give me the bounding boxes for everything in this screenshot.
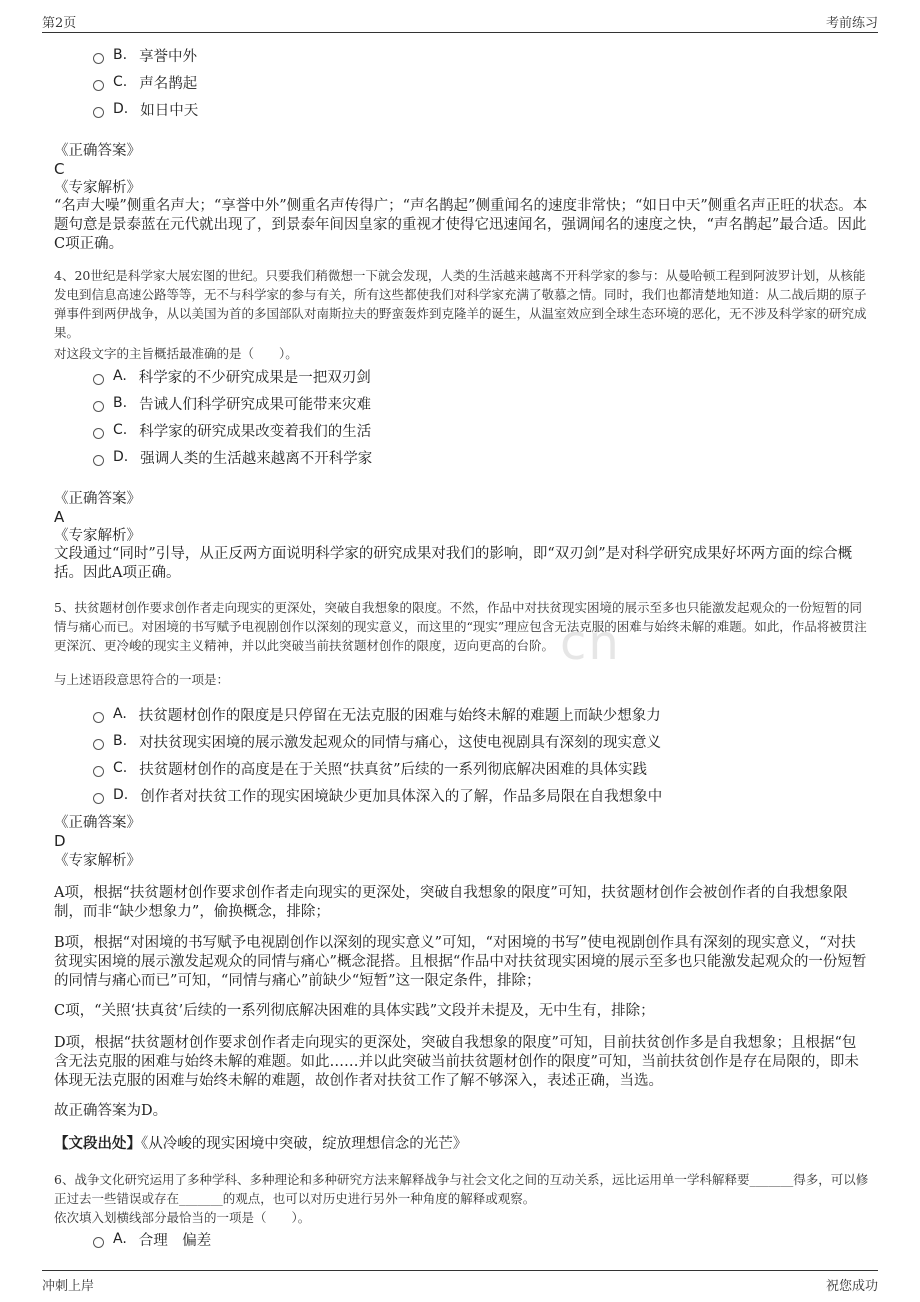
option-text: 如日中天 — [140, 102, 199, 119]
q4-answer-label: 《正确答案》 — [54, 491, 141, 507]
q4-answer: A — [54, 508, 65, 526]
page-header — [42, 10, 878, 33]
q3-option-d[interactable] — [93, 98, 198, 120]
q5-analysis-c: C项，“关照‘扶真贫’后续的一系列彻底解决困难的具体实践”文段并未提及，无中生有，排除； — [54, 1003, 655, 1019]
q5-source — [54, 1134, 467, 1154]
option-text: 扶贫题材创作的限度是只停留在无法克服的困难与始终未解的难题上而缺少想象力 — [138, 707, 661, 724]
radio-icon[interactable] — [93, 80, 104, 91]
radio-icon[interactable] — [93, 374, 104, 385]
q5-analysis-b: B项，根据“对困境的书写赋予电视剧创作以深刻的现实意义”可知，“对困境的书写”使电视剧创作具有深刻的现实意义，“对扶贫现实困境的展示激发起观众的同情与痛心”概念混搭。且根据“作品中对扶贫现实困境的展示至多也只能激发起观众的一份短暂的同情与痛心而已”可知，“同情与痛心”前缺少“短暂”这一限定条件，排除； — [54, 935, 867, 989]
option-text: 科学家的不少研究成果是一把双刃剑 — [138, 369, 371, 386]
q4-stem: 4、20世纪是科学家大展宏图的世纪。只要我们稍微想一下就会发现，人类的生活越来越离不开科学家的参与：从曼哈顿工程到阿波罗计划，从核能发电到信息高速公路等等，无不与科学家的参与有关，所有这些都使我们对科学家充满了敬慕之情。同时，我们也都清楚地知道：从二战后期的原子弹事件到两伊战争，从以美国为首的多国部队对南斯拉夫的野蛮轰炸到克隆羊的诞生，从温室效应到全球生态环境的恶化，无不涉及科学家的研究成果。 — [54, 268, 867, 340]
option-text: 合理 偏差 — [138, 1232, 212, 1249]
footer-right: 祝您成功 — [825, 1279, 878, 1294]
q6-stem: 6、战争文化研究运用了多种学科、多种理论和多种研究方法来解释战争与社会文化之间的互动关系，远比运用单一学科解释要_______得多，可以修正过去一些错误或存在_______的观点，也可以对历史进行另外一种角度的解释或观察。 — [54, 1172, 869, 1206]
q5-answer: D — [54, 832, 66, 850]
option-letter: D. — [113, 449, 129, 465]
q5-option-c[interactable] — [93, 757, 647, 779]
option-text: 强调人类的生活越来越离不开科学家 — [140, 450, 373, 467]
page-footer — [42, 1270, 878, 1295]
q3-answer-label: 《正确答案》 — [54, 143, 141, 159]
option-text: 告诫人们科学研究成果可能带来灾难 — [139, 396, 372, 413]
footer-left: 冲刺上岸 — [42, 1279, 95, 1294]
option-letter: C. — [113, 422, 128, 438]
q5-analysis-a: A项，根据“扶贫题材创作要求创作者走向现实的更深处，突破自我想象的限度”可知，扶贫题材创作会被创作者的自我想象限制，而非“缺少想象力”，偷换概念，排除； — [54, 885, 848, 920]
q5-conclusion: 故正确答案为D。 — [54, 1103, 168, 1119]
q4-option-a[interactable] — [93, 365, 371, 387]
header-title: 考前练习 — [825, 16, 878, 31]
q3-analysis-label: 《专家解析》 — [54, 180, 141, 196]
q3-answer: C — [54, 160, 65, 178]
q5-analysis-label: 《专家解析》 — [54, 853, 141, 869]
q4-analysis: 文段通过“同时”引导，从正反两方面说明科学家的研究成果对我们的影响，即“双刃剑”是对科学研究成果好坏两方面的综合概括。因此A项正确。 — [54, 546, 853, 581]
radio-icon[interactable] — [93, 401, 104, 412]
option-text: 对扶贫现实困境的展示激发起观众的同情与痛心，这使电视剧具有深刻的现实意义 — [139, 734, 662, 751]
source-label: 【文段出处】 — [54, 1135, 141, 1152]
option-text: 创作者对扶贫工作的现实困境缺少更加具体深入的了解，作品多局限在自我想象中 — [140, 788, 663, 805]
option-letter: D. — [113, 101, 129, 117]
q5-option-d[interactable] — [93, 784, 662, 806]
radio-icon[interactable] — [93, 455, 104, 466]
q4-option-c[interactable] — [93, 419, 371, 441]
q4-option-d[interactable] — [93, 446, 372, 468]
radio-icon[interactable] — [93, 428, 104, 439]
q3-option-c[interactable] — [93, 71, 197, 93]
q3-option-b[interactable] — [93, 44, 197, 66]
page-number: 第2页 — [42, 16, 77, 31]
q5-stem: 5、扶贫题材创作要求创作者走向现实的更深处，突破自我想象的限度。不然，作品中对扶贫现实困境的展示至多也只能激发起观众的一份短暂的同情与痛心而已。对困境的书写赋予电视剧创作以深刻的现实意义，而这里的“现实”理应包含无法克服的困难与始终未解的难题。如此，作品将被贯注更深沉、更冷峻的现实主义精神，并以此突破当前扶贫题材创作的限度，迈向更高的台阶。 — [54, 600, 867, 653]
radio-icon[interactable] — [93, 107, 104, 118]
q5-analysis-d: D项，根据“扶贫题材创作要求创作者走向现实的更深处，突破自我想象的限度”可知，目前扶贫创作多是自我想象；且根据“包含无法克服的困难与始终未解的难题。如此……并以此突破当前扶贫题材创作的限度”可知，当前扶贫创作是存在局限的，即未体现无法克服的困难与始终未解的难题，故创作者对扶贫工作了解不够深入，表述正确，当选。 — [54, 1035, 859, 1089]
option-text: 享誉中外 — [139, 48, 198, 65]
q3-analysis: “名声大噪”侧重名声大；“享誉中外”侧重名声传得广；“声名鹊起”侧重闻名的速度非常快；“如日中天”侧重名声正旺的状态。本题句意是景泰蓝在元代就出现了，到景泰年间因皇家的重视才使得它迅速闻名，强调闻名的速度之快，“声名鹊起”最合适。因此C项正确。 — [54, 198, 868, 252]
source-title: 《从冷峻的现实困境中突破，绽放理想信念的光芒》 — [141, 1136, 468, 1152]
option-letter: B. — [113, 395, 128, 411]
option-text: 科学家的研究成果改变着我们的生活 — [139, 423, 372, 440]
q4-option-b[interactable] — [93, 392, 371, 414]
option-letter: B. — [113, 733, 128, 749]
q6-question: 依次填入划横线部分最恰当的一项是（ ）。 — [54, 1210, 311, 1225]
option-letter: C. — [113, 74, 128, 90]
radio-icon[interactable] — [93, 739, 104, 750]
option-letter: A. — [113, 1231, 127, 1247]
q5-question: 与上述语段意思符合的一项是： — [54, 672, 230, 687]
radio-icon[interactable] — [93, 793, 104, 804]
q5-answer-label: 《正确答案》 — [54, 815, 141, 831]
option-letter: A. — [113, 368, 127, 384]
q6-option-a[interactable] — [93, 1228, 211, 1250]
radio-icon[interactable] — [93, 53, 104, 64]
q5-option-b[interactable] — [93, 730, 661, 752]
radio-icon[interactable] — [93, 766, 104, 777]
option-letter: A. — [113, 706, 127, 722]
radio-icon[interactable] — [93, 1237, 104, 1248]
radio-icon[interactable] — [93, 712, 104, 723]
option-letter: B. — [113, 47, 128, 63]
watermark: cn — [560, 615, 621, 671]
option-letter: C. — [113, 760, 128, 776]
option-letter: D. — [113, 787, 129, 803]
option-text: 扶贫题材创作的高度是在于关照“扶真贫”后续的一系列彻底解决困难的具体实践 — [139, 761, 648, 778]
q4-analysis-label: 《专家解析》 — [54, 528, 141, 544]
q4-question: 对这段文字的主旨概括最准确的是（ ）。 — [54, 346, 298, 361]
q5-option-a[interactable] — [93, 703, 661, 725]
option-text: 声名鹊起 — [139, 75, 198, 92]
